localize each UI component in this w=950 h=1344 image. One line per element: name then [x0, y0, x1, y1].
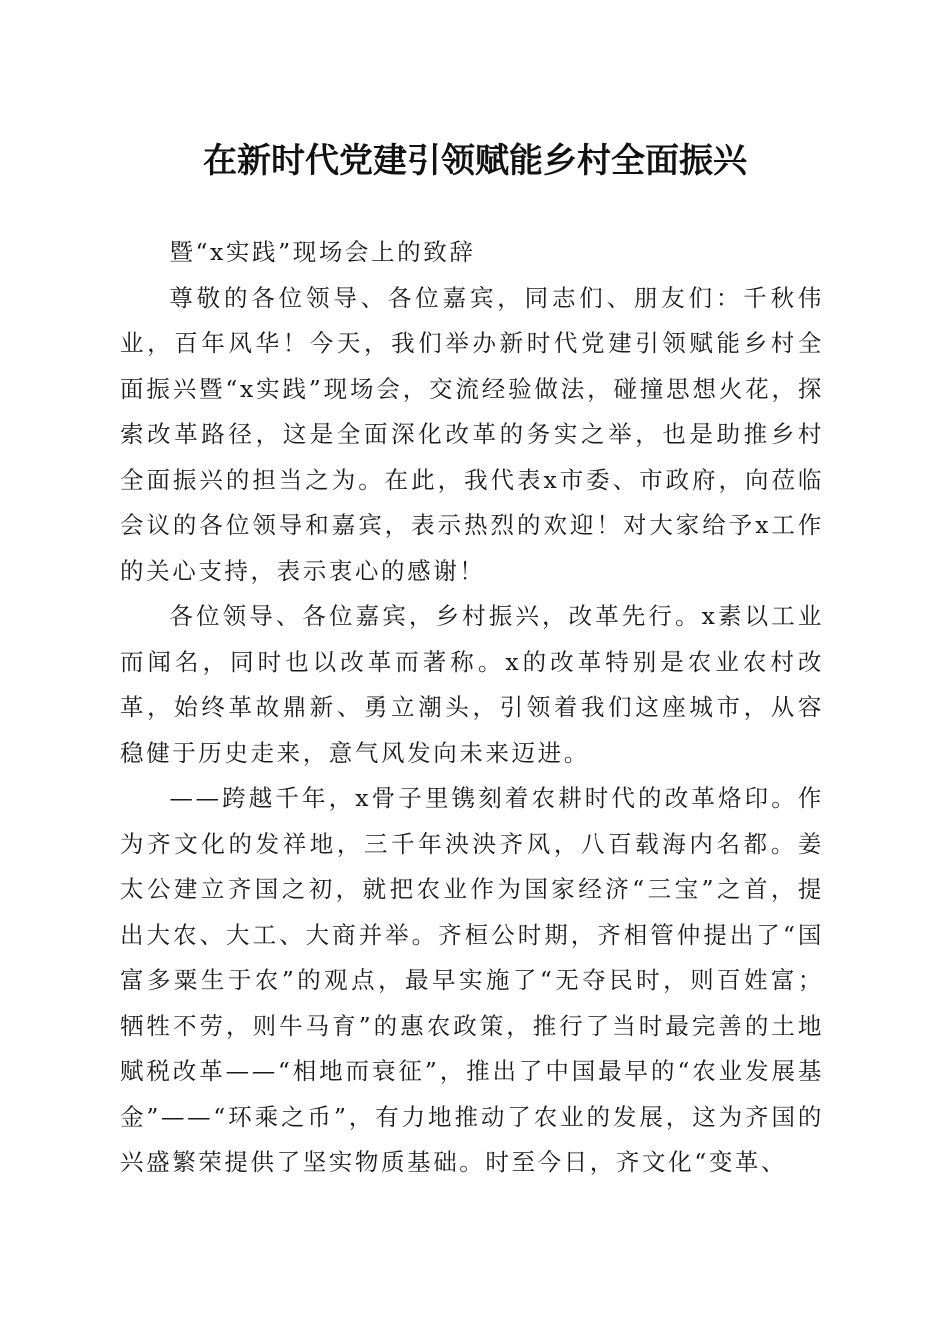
document-body [120, 230, 824, 1186]
body-paragraph: 尊敬的各位领导、各位嘉宾，同志们、朋友们：千秋伟业，百年风华！今天，我们举办新时代党建引领赋能乡村全面振兴暨“x实践”现场会，交流经验做法，碰撞思想火花，探索改革路径，这是全面深化改革的务实之举，也是助推乡村全面振兴的担当之为。在此，我代表x市委、市政府，向莅临会议的各位领导和嘉宾，表示热烈的欢迎！对大家给予x工作的关心支持，表示衷心的感谢！ [120, 283, 824, 585]
body-paragraph: 各位领导、各位嘉宾，乡村振兴，改革先行。x素以工业而闻名，同时也以改革而著称。x的改革特别是农业农村改革，始终革故鼎新、勇立潮头，引领着我们这座城市，从容稳健于历史走来，意气风发向未来迈进。 [120, 602, 824, 767]
body-paragraph: ——跨越千年，x骨子里镌刻着农耕时代的改革烙印。作为齐文化的发祥地，三千年泱泱齐风，八百载海内名都。姜太公建立齐国之初，就把农业作为国家经济“三宝”之首，提出大农、大工、大商并举。齐桓公时期，齐相管仲提出了“国富多粟生于农”的观点，最早实施了“无夺民时，则百姓富；牺牲不劳，则牛马育”的惠农政策，推行了当时最完善的土地赋税改革——“相地而衰征”，推出了中国最早的“农业发展基金”——“环乘之币”，有力地推动了农业的发展，这为齐国的兴盛繁荣提供了坚实物质基础。时至今日，齐文化“变革、 [120, 784, 824, 1176]
document-title: 在新时代党建引领赋能乡村全面振兴 [203, 141, 747, 181]
subtitle-paragraph: 暨“x实践”现场会上的致辞 [169, 238, 476, 266]
